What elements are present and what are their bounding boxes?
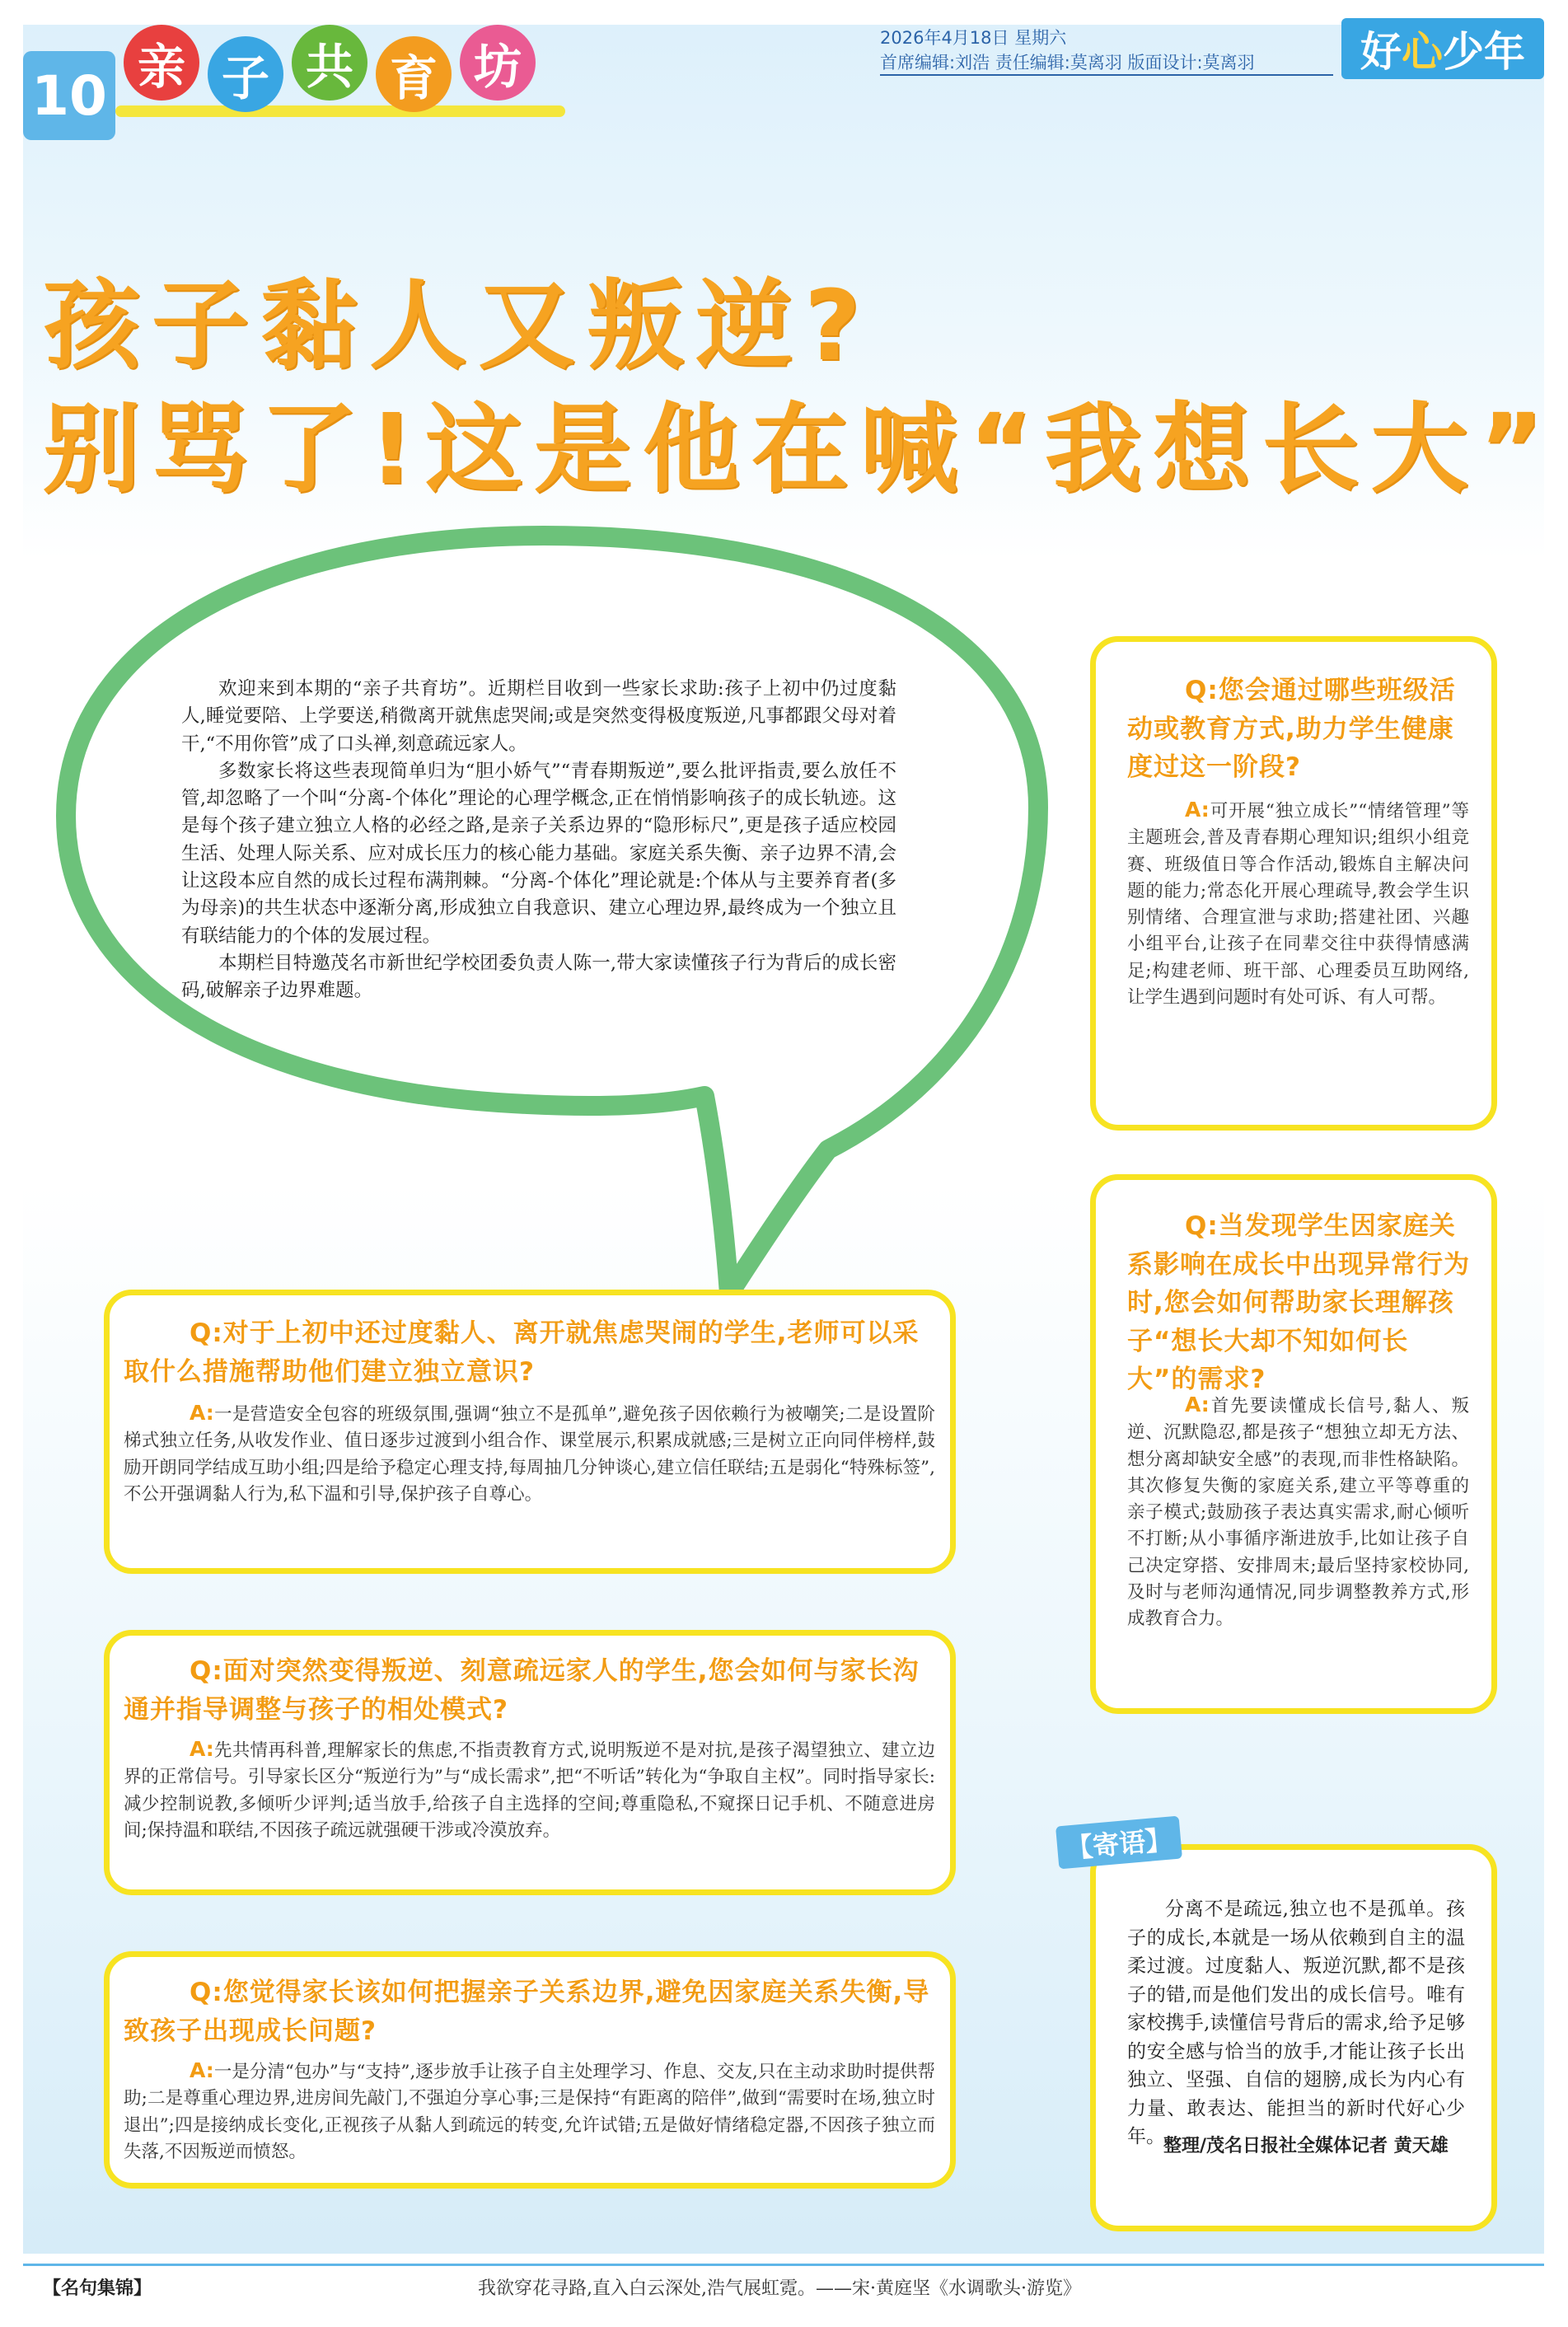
footer-rule <box>23 2264 1544 2266</box>
logo-text-prefix: 好 <box>1360 28 1402 76</box>
editor-credits: 首席编辑:刘浩 责任编辑:莫离羽 版面设计:莫离羽 <box>880 53 1255 73</box>
headline-line-2: 别骂了!这是他在喊“我想长大” <box>43 392 1555 506</box>
answer-1-label: A: <box>190 1401 214 1425</box>
reporter-credit: 整理/茂名日报社全媒体记者 黄天雄 <box>1163 2136 1449 2156</box>
answer-3 <box>124 2058 935 2165</box>
question-4: Q:您会通过哪些班级活动或教育方式,助力学生健康度过这一阶段? <box>1127 676 1456 782</box>
answer-4-text: 可开展“独立成长”“情绪管理”等主题班会,普及青春期心理知识;组织小组竞赛、班级值日等合作活动,锻炼自主解决问题的能力;常态化开展心理疏导,教会学生识别情绪、合理宣泄与求助;搭建社团、兴趣小组平台,让孩子在同辈交往中获得情感满足;构建老师、班干部、心理委员互助网络,让学生遇到问题时有处可诉、有人可帮。 <box>1127 801 1469 1008</box>
intro-paragraph-1: 欢迎来到本期的“亲子共育坊”。近期栏目收到一些家长求助:孩子上初中仍过度黏人,睡觉要陪、上学要送,稍微离开就焦虑哭闹;或是突然变得极度叛逆,凡事都跟父母对着干,“不用你管”成了口头禅,刻意疏远家人。 <box>181 678 896 755</box>
issue-date: 2026年4月18日 星期六 <box>880 28 1067 48</box>
answer-2 <box>124 1737 935 1844</box>
answer-2-text: 先共情再科普,理解家长的焦虑,不指责教育方式,说明叛逆不是对抗,是孩子渴望独立、建立边界的正常信号。引导家长区分“叛逆行为”与“成长需求”,把“不听话”转化为“争取自主权”。同时指导家长:减少控制说教,多倾听少评判;适当放手,给孩子自主选择的空间;尊重隐私,不窥探日记手机、不随意进房间;保持温和联结,不因孩子疏远就强硬干涉或冷漠放弃。 <box>124 1740 935 1841</box>
question-3: Q:您觉得家长该如何把握亲子关系边界,避免因家庭关系失衡,导致孩子出现成长问题? <box>124 1978 930 2046</box>
column-title-char-4: 育 <box>376 36 452 112</box>
answer-2-label: A: <box>190 1737 214 1761</box>
answer-3-label: A: <box>190 2058 214 2082</box>
column-title-char-1: 亲 <box>124 25 199 101</box>
answer-1 <box>124 1401 935 1508</box>
answer-5 <box>1127 1393 1469 1632</box>
answer-1-text: 一是营造安全包容的班级氛围,强调“独立不是孤单”,避免孩子因依赖行为被嘲笑;二是设置阶梯式独立任务,从收发作业、值日逐步过渡到小组合作、课堂展示,积累成就感;三是树立正向同伴榜样,鼓励开朗同学结成互助小组;四是给予稳定心理支持,每周抽几分钟谈心,建立信任联结;五是弱化“特殊标签”,不公开强调黏人行为,私下温和引导,保护孩子自尊心。 <box>124 1404 935 1505</box>
answer-4 <box>1127 798 1469 1011</box>
column-title-char-5: 坊 <box>460 25 536 101</box>
quote-section-tag: 【名句集锦】 <box>43 2278 152 2299</box>
column-title-char-3: 共 <box>292 25 367 101</box>
column-title-char-2: 子 <box>208 36 283 112</box>
logo-heart-char: 心 <box>1402 28 1443 76</box>
answer-4-label: A: <box>1185 798 1210 822</box>
message-tag: 【寄语】 <box>1055 1816 1182 1870</box>
intro-paragraph-2: 多数家长将这些表现简单归为“胆小娇气”“青春期叛逆”,要么批评指责,要么放任不管,却忽略了一个叫“分离-个体化”理论的心理学概念,正在悄悄影响孩子的成长轨迹。这是每个孩子建立独立人格的必经之路,是亲子关系边界的“隐形标尺”,更是孩子适应校园生活、处理人际关系、应对成长压力的核心能力基础。家庭关系失衡、亲子边界不清,会让这段本应自然的成长过程布满荆棘。“分离-个体化”理论就是:个体从与主要养育者(多为母亲)的共生状态中逐渐分离,形成独立自我意识、建立心理边界,最终成为一个独立且有联结能力的个体的发展过程。 <box>181 760 896 947</box>
answer-3-text: 一是分清“包办”与“支持”,逐步放手让孩子自主处理学习、作息、交友,只在主动求助时提供帮助;二是尊重心理边界,进房间先敲门,不强迫分享心事;三是保持“有距离的陪伴”,做到“需要时在场,独立时退出”;四是接纳成长变化,正视孩子从黏人到疏远的转变,允许试错;五是做好情绪稳定器,不因孩子独立而失落,不因叛逆而愤怒。 <box>124 2062 935 2162</box>
question-2: Q:面对突然变得叛逆、刻意疏远家人的学生,您会如何与家长沟通并指导调整与孩子的相处模式? <box>124 1656 920 1725</box>
message-text <box>1127 1895 1465 2151</box>
headline-line-1: 孩子黏人又叛逆? <box>43 269 873 382</box>
intro-text <box>181 676 896 1005</box>
famous-quote: 我欲穿花寻路,直入白云深处,浩气展虹霓。——宋·黄庭坚《水调歌头·游览》 <box>478 2278 1081 2299</box>
question-1: Q:对于上初中还过度黏人、离开就焦虑哭闹的学生,老师可以采取什么措施帮助他们建立独立意识? <box>124 1318 920 1387</box>
question-5: Q:当发现学生因家庭关系影响在成长中出现异常行为时,您会如何帮助家长理解孩子“想长大却不知如何长大”的需求? <box>1127 1211 1470 1394</box>
logo-text-suffix: 少年 <box>1443 28 1525 76</box>
message-paragraph: 分离不是疏远,独立也不是孤单。孩子的成长,本就是一场从依赖到自主的温柔过渡。过度黏人、叛逆沉默,都不是孩子的错,而是他们发出的成长信号。唯有家校携手,读懂信号背后的需求,给予足够的安全感与恰当的放手,才能让孩子长出独立、坚强、自信的翅膀,成长为内心有力量、敢表达、能担当的新时代好心少年。 <box>1127 1899 1465 2147</box>
intro-paragraph-3: 本期栏目特邀茂名市新世纪学校团委负责人陈一,带大家读懂孩子行为背后的成长密码,破解亲子边界难题。 <box>181 952 896 1002</box>
page-number: 10 <box>23 51 115 140</box>
answer-5-label: A: <box>1185 1393 1210 1416</box>
answer-5-text: 首先要读懂成长信号,黏人、叛逆、沉默隐忍,都是孩子“想独立却无方法、想分离却缺安全感”的表现,而非性格缺陷。其次修复失衡的家庭关系,建立平等尊重的亲子模式;鼓励孩子表达真实需求,耐心倾听不打断;从小事循序渐进放手,比如让孩子自己决定穿搭、安排周末;最后坚持家校协同,及时与老师沟通情况,同步调整教养方式,形成教育合力。 <box>1127 1396 1469 1629</box>
